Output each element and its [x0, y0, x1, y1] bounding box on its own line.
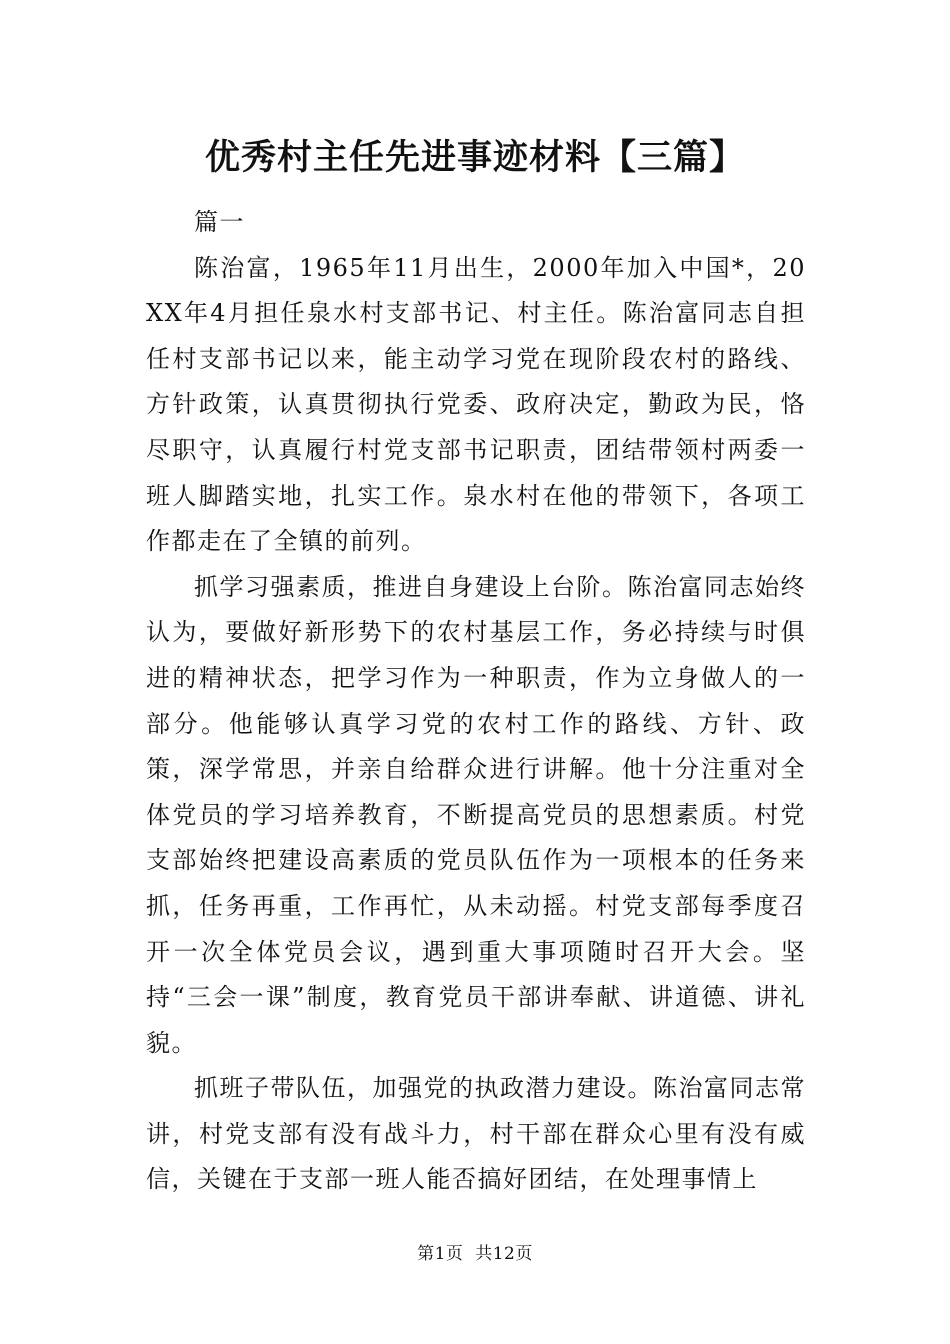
document-title: 优秀村主任先进事迹材料【三篇】	[204, 137, 745, 178]
document-body	[146, 200, 806, 1203]
paragraph-study: 抓学习强素质，推进自身建设上台阶。陈治富同志始终认为，要做好新形势下的农村基层工作，务必持续与时俱进的精神状态，把学习作为一种职责，作为立身做人的一部分。他能够认真学习党的农村工作的路线、方针、政策，深学常思，并亲自给群众进行讲解。他十分注重对全体党员的学习培养教育，不断提高党员的思想素质。村党支部始终把建设高素质的党员队伍作为一项根本的任务来抓，任务再重，工作再忙，从未动摇。村党支部每季度召开一次全体党员会议，遇到重大事项随时召开大会。坚持“三会一课”制度，教育党员干部讲奉献、讲道德、讲礼貌。	[146, 572, 806, 1057]
page-footer	[0, 1242, 950, 1266]
paragraph-team: 抓班子带队伍，加强党的执政潜力建设。陈治富同志常讲，村党支部有没有战斗力，村干部在群众心里有没有威信，关键在于支部一班人能否搞好团结，在处理事情上	[146, 1074, 806, 1194]
page-number: 第1页 共12页	[417, 1244, 533, 1264]
section-heading: 篇一	[194, 208, 245, 236]
paragraph-intro: 陈治富，1965年11月出生，2000年加入中国*，20XX年4月担任泉水村支部书记、村主任。陈治富同志自担任村支部书记以来，能主动学习党在现阶段农村的路线、方针政策，认真贯彻执行党委、政府决定，勤政为民，恪尽职守，认真履行村党支部书记职责，团结带领村两委一班人脚踏实地，扎实工作。泉水村在他的带领下，各项工作都走在了全镇的前列。	[146, 253, 806, 556]
